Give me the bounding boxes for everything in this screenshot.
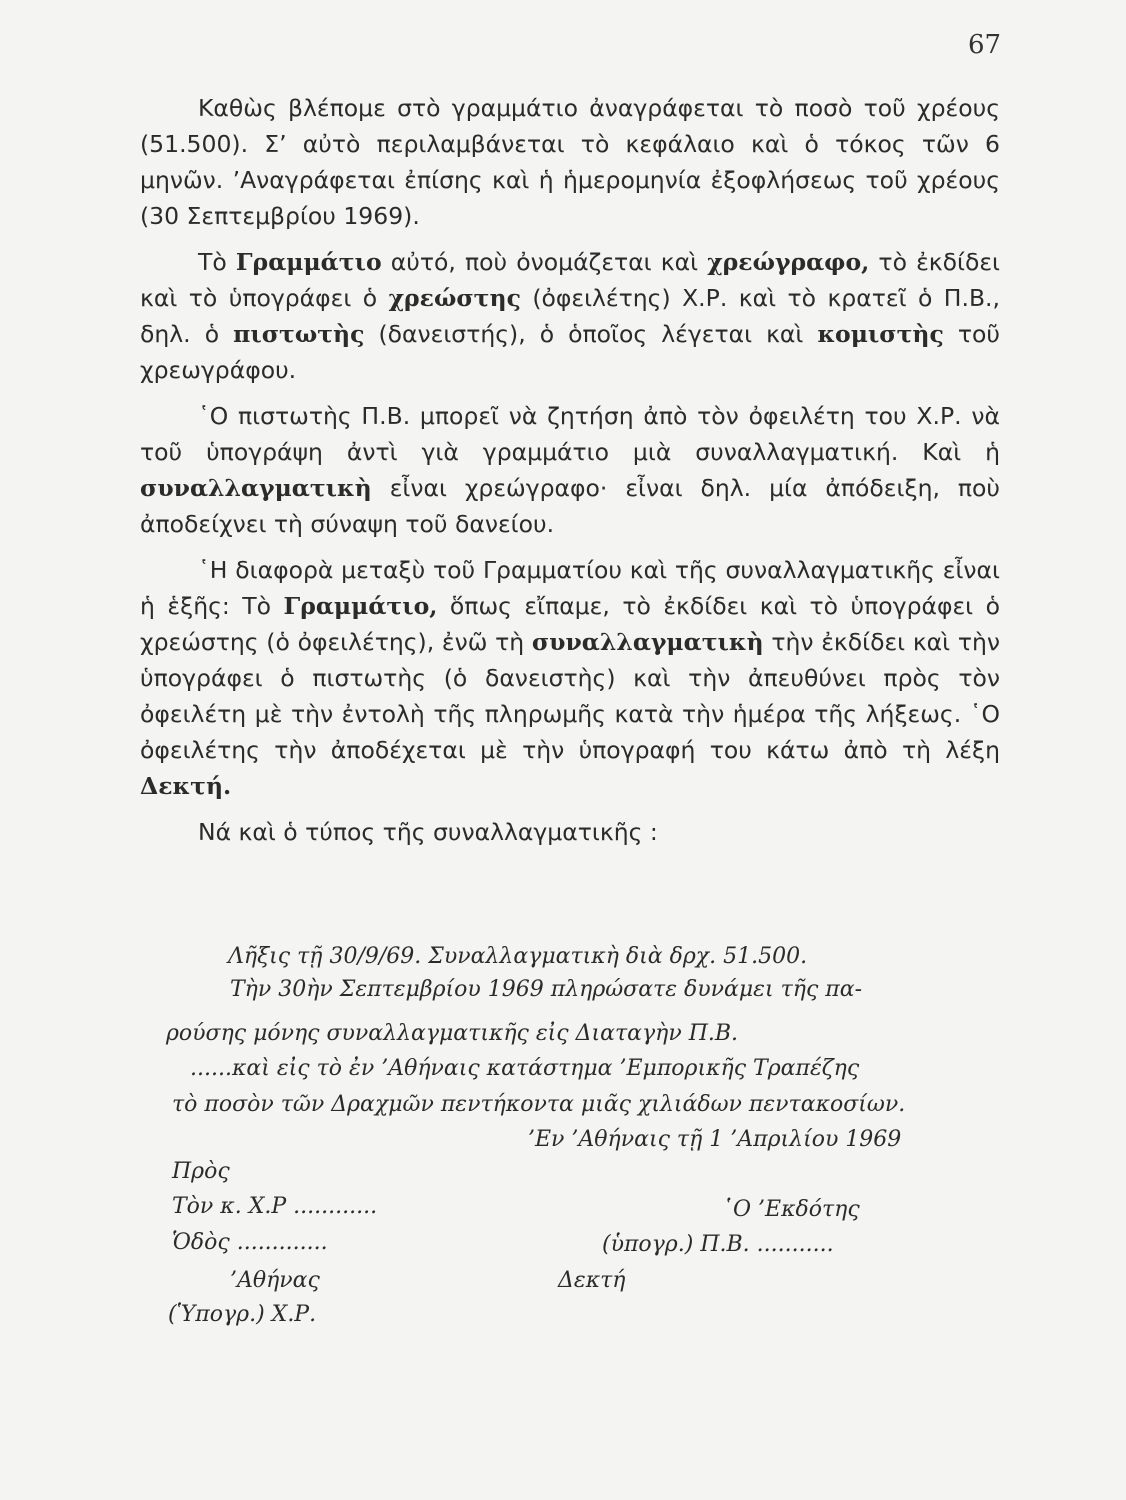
bold-term: χρεώστης — [388, 284, 521, 312]
form-maturity-line: Λῆξις τῇ 30/9/69. Συναλλαγματικὴ διὰ δρχ. 51.500. — [228, 944, 808, 969]
form-issuer-label: ῾Ο ’Εκδότης — [722, 1197, 860, 1222]
text-run: ῾Η διαφορὰ μεταξὺ τοῦ Γραμματίου καὶ τῆς συναλλαγματικῆς εἶναι ἡ ἑξῆς: Τὸ — [140, 556, 1000, 620]
paragraph — [140, 90, 1000, 234]
text-run: Καθὼς βλέπομε στὸ γραμμάτιο ἀναγράφεται τὸ ποσὸ τοῦ χρέους (51.500). Σ’ αὐτὸ περιλαμβάνεται τὸ κεφάλαιο καὶ ὁ τόκος τῶν 6 μηνῶν. ’Αναγράφεται ἐπίσης καὶ ἡ ἡμερομηνία ἐξοφλήσεως τοῦ χρέους (30 Σεπτεμβρίου 1969). — [140, 94, 1000, 230]
form-to-label: Πρὸς — [172, 1159, 230, 1184]
page-number: 67 — [968, 30, 1002, 60]
form-order-line: ρούσης μόνης συναλλαγματικῆς εἰς Διαταγὴν Π.Β. — [166, 1021, 739, 1046]
bold-term: συναλλαγματικὴ — [531, 628, 764, 656]
form-drawee-signature: (Ὑπογρ.) Χ.Ρ. — [168, 1302, 317, 1327]
bold-term: συναλλαγματικὴ — [140, 474, 372, 502]
bold-term: Γραμμάτιο — [235, 248, 382, 276]
text-run: ῾Ο πιστωτὴς Π.Β. μπορεῖ νὰ ζητήση ἀπὸ τὸν ὀφειλέτη του Χ.Ρ. νὰ τοῦ ὑπογράψη ἀντὶ γιὰ γραμμάτιο μιὰ συναλλαγματική. Καὶ ἡ — [140, 402, 1000, 466]
form-bank-line: ......καὶ εἰς τὸ ἐν ’Αθήναις κατάστημα ’Εμπορικῆς Τραπέζης — [190, 1056, 860, 1081]
bold-term: Δεκτή. — [140, 772, 232, 800]
text-run: (δανειστής), ὁ ὁποῖος λέγεται καὶ — [364, 320, 818, 348]
text-run: Τὸ — [198, 248, 236, 276]
form-street: Ὁδὸς ............. — [172, 1230, 328, 1255]
bold-term: Γραμμάτιο, — [283, 592, 438, 620]
paragraph — [140, 244, 1000, 388]
form-accepted-label: Δεκτή — [558, 1268, 626, 1293]
text-run: τοῦ χρεωγράφου. — [140, 320, 1001, 384]
form-drawee-name: Τὸν κ. Χ.Ρ ............ — [172, 1194, 378, 1219]
form-amount-line: τὸ ποσὸν τῶν Δραχμῶν πεντήκοντα μιᾶς χιλιάδων πεντακοσίων. — [172, 1092, 906, 1117]
form-place-date: ’Εν ’Αθήναις τῇ 1 ’Απριλίου 1969 — [528, 1127, 902, 1152]
form-pay-line: Τὴν 30ὴν Σεπτεμβρίου 1969 πληρώσατε δυνάμει τῆς πα- — [230, 977, 863, 1002]
text-run: εἶναι χρεώγραφο· εἶναι δηλ. μία ἀπόδειξη, ποὺ ἀποδείχνει τὴ σύναψη τοῦ δανείου. — [140, 474, 1000, 538]
paragraph — [140, 552, 1000, 804]
text-run: τὸ ἐκδίδει καὶ τὸ ὑπογράφει ὁ — [140, 248, 1001, 312]
text-run: (ὀφειλέτης) Χ.Ρ. καὶ τὸ κρατεῖ ὁ Π.Β., δηλ. ὁ — [140, 284, 1000, 348]
form-city: ’Αθήνας — [230, 1268, 320, 1293]
paragraph — [140, 398, 1000, 542]
bold-term: πιστωτὴς — [233, 320, 365, 348]
text-run: Νά καὶ ὁ τύπος τῆς συναλλαγματικῆς : — [198, 818, 658, 846]
paragraph — [140, 814, 1000, 850]
bold-term: κομιστὴς — [817, 320, 944, 348]
text-run: τὴν ἐκδίδει καὶ τὴν ὑπογράφει ὁ πιστωτὴς (ὁ δανειστὴς) καὶ τὴν ἀπευθύνει πρὸς τὸν ὀφειλέτη μὲ τὴν ἐντολὴ τῆς πληρωμῆς κατὰ τὴν ἡμέρα τῆς λήξεως. ῾Ο ὀφειλέτης τὴν ἀποδέχεται μὲ τὴν ὑπογραφή του κάτω ἀπὸ τὴ λέξη — [140, 628, 1000, 764]
text-run: αὐτό, ποὺ ὀνομάζεται καὶ — [381, 248, 708, 276]
form-issuer-signature: (ὑπογρ.) Π.Β. ........... — [602, 1232, 834, 1257]
bold-term: χρεώγραφο, — [707, 248, 870, 276]
body-text — [140, 90, 1000, 860]
text-run: ὅπως εἴπαμε, τὸ ἐκδίδει καὶ τὸ ὑπογράφει ὁ χρεώστης (ὁ ὀφειλέτης), ἐνῶ τὴ — [140, 592, 1001, 656]
